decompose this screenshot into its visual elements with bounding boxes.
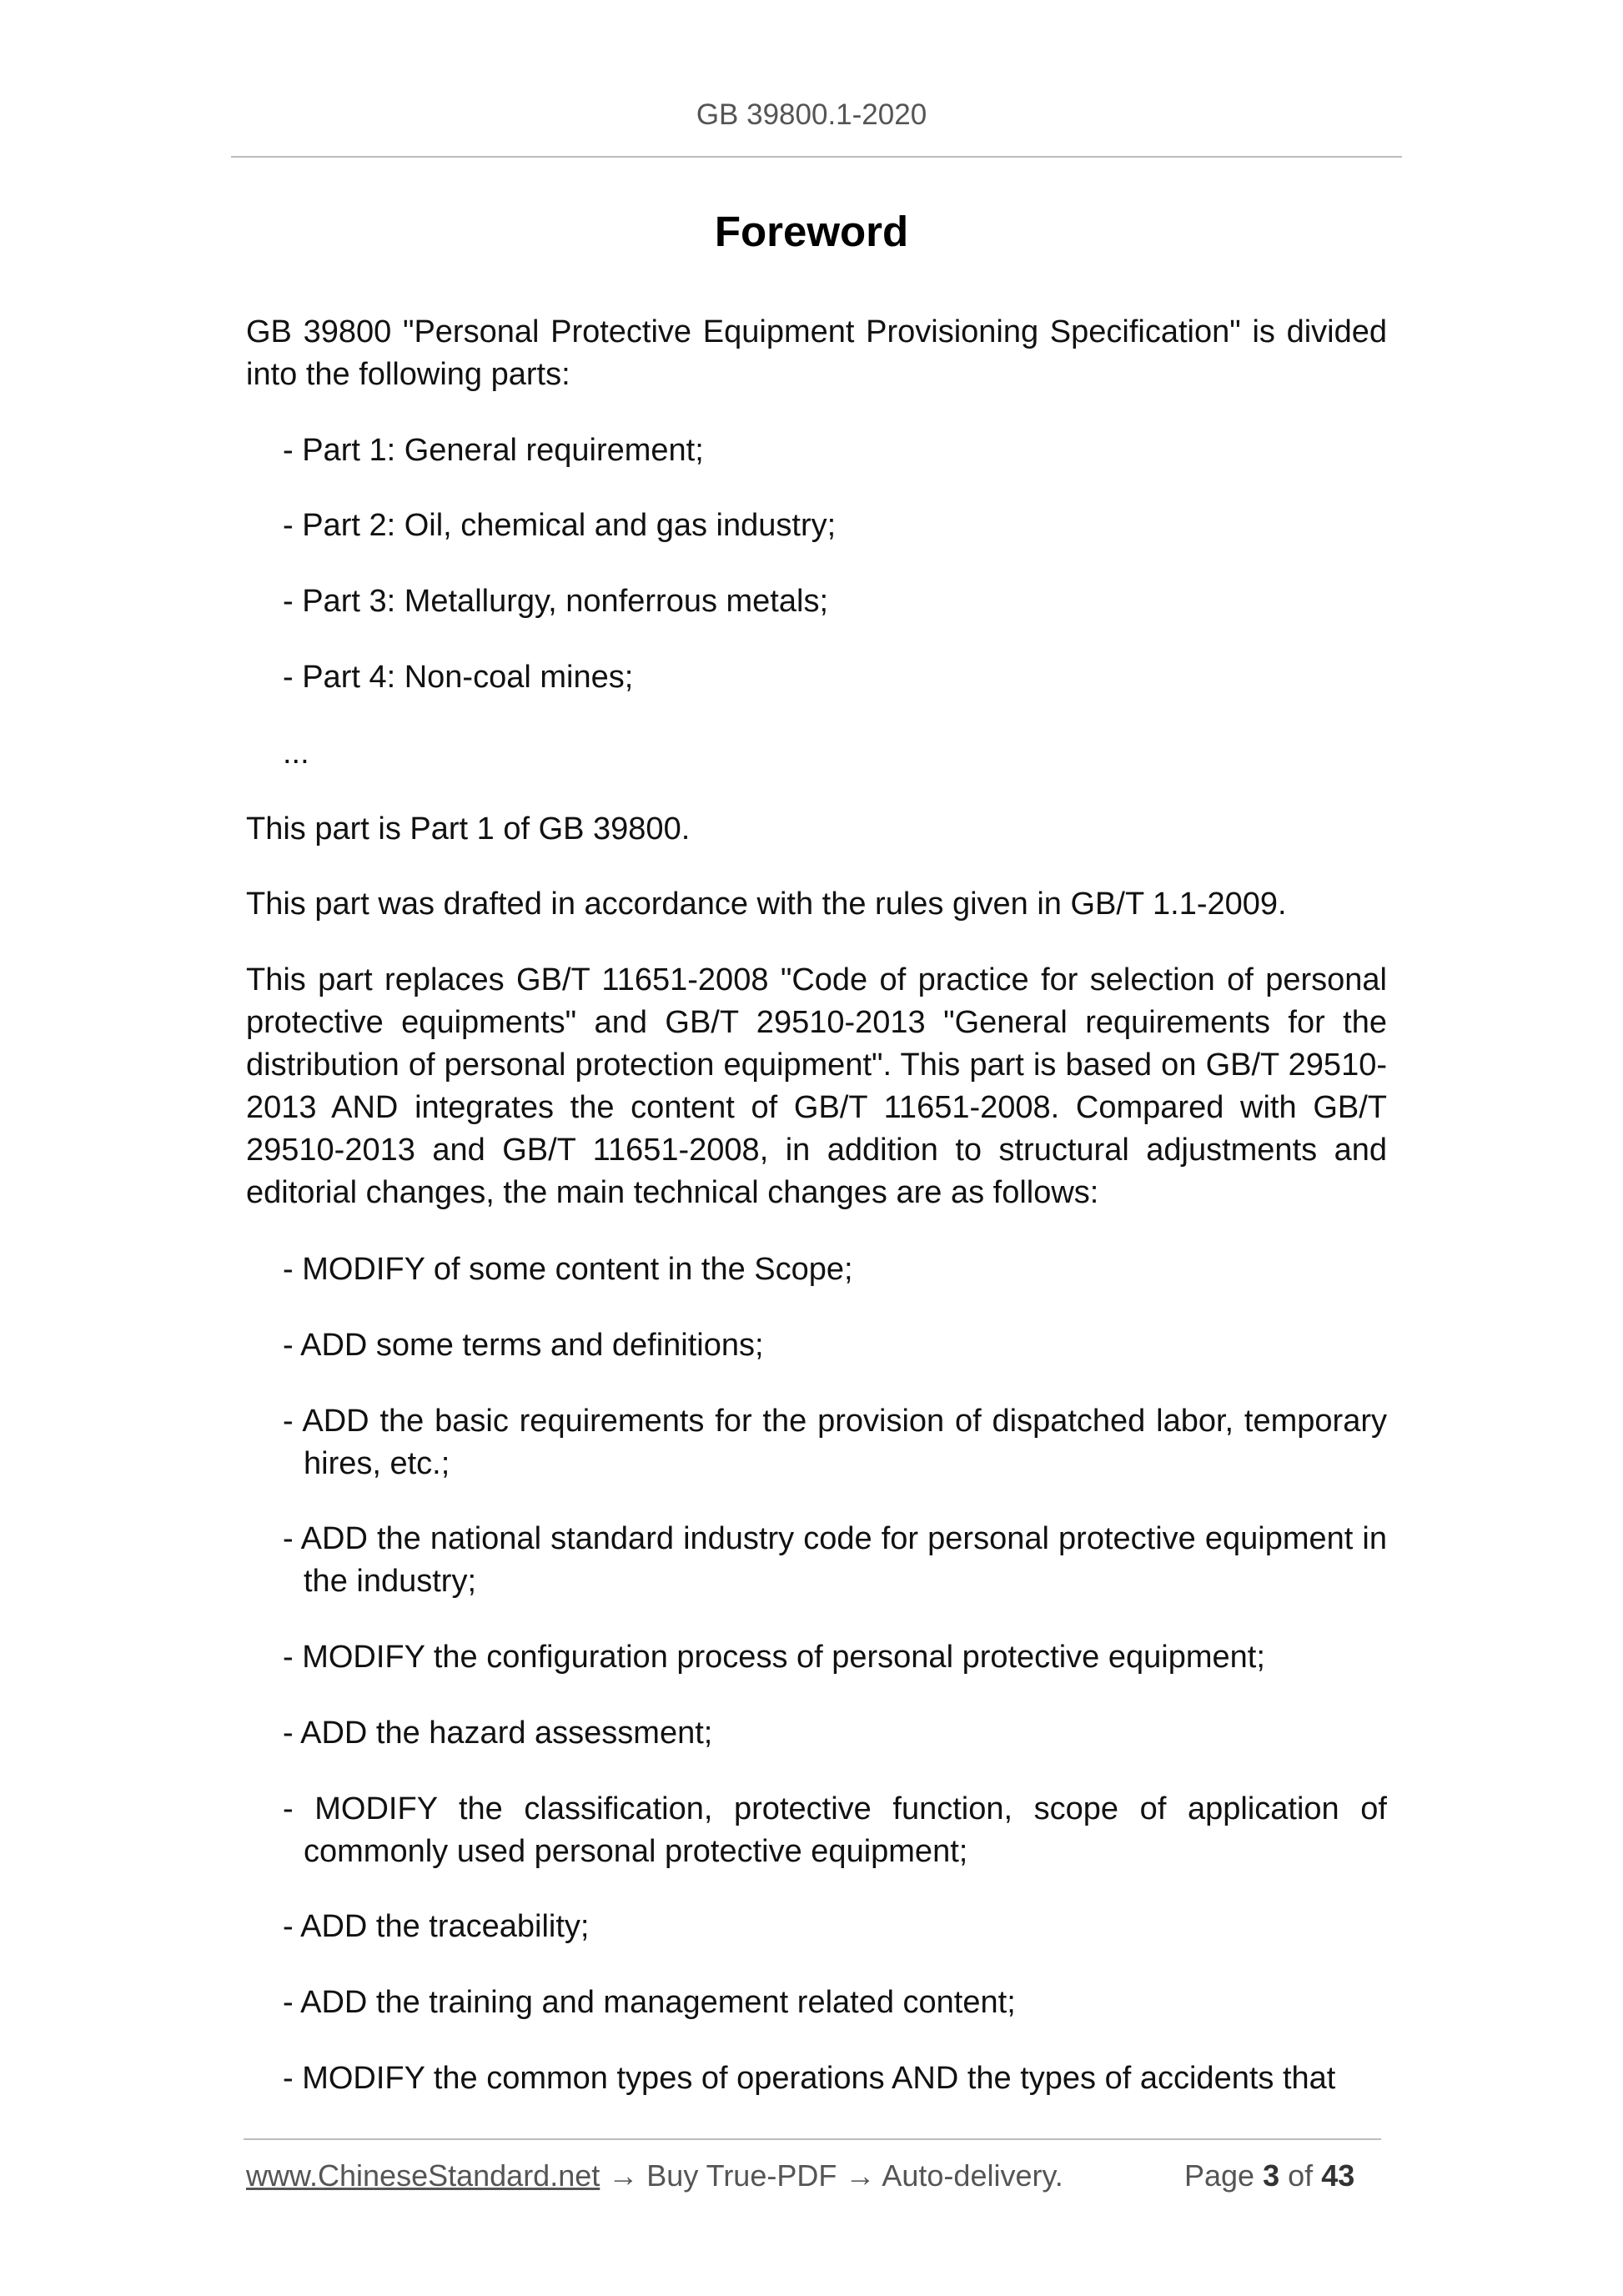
auto-delivery-text: Auto-delivery.	[882, 2158, 1063, 2193]
part-list-item-3: - Part 3: Metallurgy, nonferrous metals;	[283, 584, 828, 619]
change-item-8: - ADD the traceability;	[283, 1909, 590, 1944]
page-title: Foreword	[714, 208, 909, 255]
header-divider	[231, 156, 1402, 158]
buy-true-pdf-text: Buy True-PDF	[646, 2158, 837, 2193]
footer-promo	[246, 2158, 1063, 2193]
of-label: of	[1288, 2158, 1314, 2193]
part-list-ellipsis: ...	[283, 736, 309, 771]
change-item-2: - ADD some terms and definitions;	[283, 1328, 764, 1363]
change-item-9: - ADD the training and management related content;	[283, 1985, 1016, 2020]
page-label: Page	[1184, 2158, 1255, 2193]
intro-paragraph: GB 39800 "Personal Protective Equipment Provisioning Specification" is divided into the following parts:	[246, 314, 1387, 392]
footer-divider	[244, 2138, 1381, 2140]
page-header-doc-id: GB 39800.1-2020	[696, 98, 927, 131]
part-list-item-1: - Part 1: General requirement;	[283, 433, 704, 468]
change-item-4: - ADD the national standard industry code for personal protective equipment in the industry;	[283, 1521, 1387, 1599]
change-item-5: - MODIFY the configuration process of personal protective equipment;	[283, 1640, 1265, 1675]
change-item-3: - ADD the basic requirements for the provision of dispatched labor, temporary hires, etc.;	[283, 1404, 1387, 1481]
replaces-paragraph: This part replaces GB/T 11651-2008 "Code of practice for selection of personal protective equipments" and GB/T 29510-2013 "General requirements for the distribution of personal protection equipment". This part is based on GB/T 29510-2013 AND integrates the content of GB/T 11651-2008. Compared with GB/T 29510-2013 and GB/T 11651-2008, in addition to structural adjustments and editorial changes, the main technical changes are as follows:	[246, 962, 1387, 1210]
website-link[interactable]: www.ChineseStandard.net	[246, 2158, 600, 2193]
change-item-6: - ADD the hazard assessment;	[283, 1716, 713, 1751]
page-total: 43	[1321, 2158, 1355, 2193]
change-item-1: - MODIFY of some content in the Scope;	[283, 1252, 853, 1287]
change-item-10: - MODIFY the common types of operations AND the types of accidents that	[283, 2061, 1336, 2096]
change-item-7: - MODIFY the classification, protective function, scope of application of commonly used personal protective equipment;	[283, 1791, 1387, 1869]
page-number: 3	[1263, 2158, 1280, 2193]
part-list-item-2: - Part 2: Oil, chemical and gas industry;	[283, 508, 837, 543]
part-list-item-4: - Part 4: Non-coal mines;	[283, 660, 634, 695]
drafting-rules-paragraph: This part was drafted in accordance with the rules given in GB/T 1.1-2009.	[246, 887, 1287, 922]
arrow-right-icon: →	[845, 2158, 876, 2193]
part-number-paragraph: This part is Part 1 of GB 39800.	[246, 811, 691, 847]
page-counter	[1184, 2158, 1354, 2193]
arrow-right-icon: →	[608, 2158, 639, 2193]
